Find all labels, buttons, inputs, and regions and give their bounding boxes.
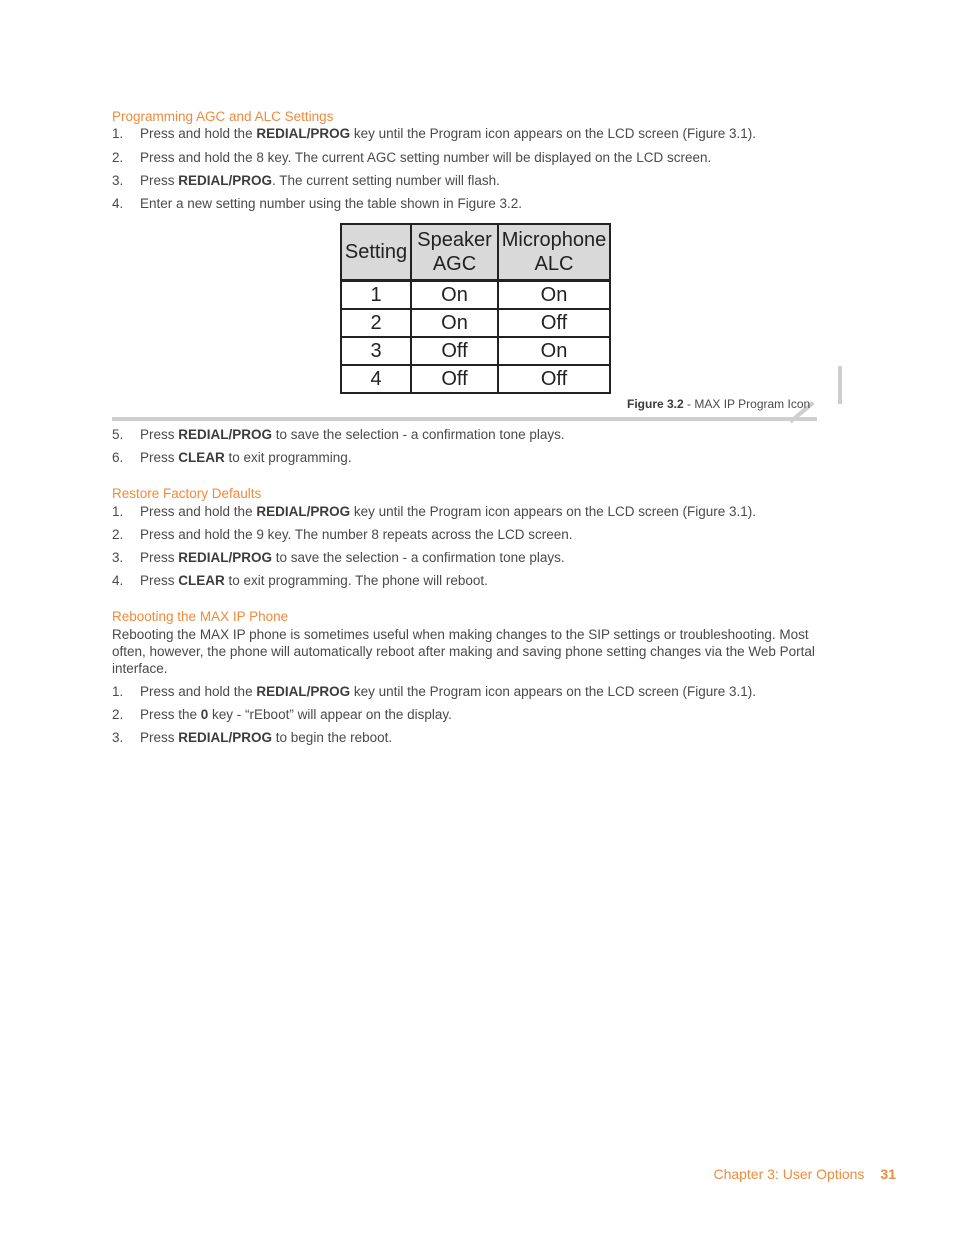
table-row [341, 337, 610, 365]
step-1: 1. Press and hold the REDIAL/PROG key until the Program icon appears on the LCD screen (Figure 3.1). [112, 684, 757, 699]
table-cell: On [411, 309, 498, 337]
step-3: 3. Press REDIAL/PROG to save the selection - a confirmation tone plays. [112, 550, 565, 565]
step-3: 3. Press REDIAL/PROG to begin the reboot. [112, 730, 393, 745]
section-heading-rebooting: Rebooting the MAX IP Phone [112, 609, 289, 624]
step-5: 5. Press REDIAL/PROG to save the selection - a confirmation tone plays. [112, 427, 565, 442]
figure-frame-divider [112, 417, 817, 421]
step-4: 4. Press CLEAR to exit programming. The phone will reboot. [112, 573, 488, 588]
step-2: 2. Press and hold the 8 key. The current AGC setting number will be displayed on the LCD screen. [112, 150, 712, 165]
step-6: 6. Press CLEAR to exit programming. [112, 450, 352, 465]
step-2: 2. Press and hold the 9 key. The number 8 repeats across the LCD screen. [112, 527, 573, 542]
table-cell: 4 [341, 365, 411, 393]
agc-alc-settings-table [340, 223, 611, 394]
table-cell: 1 [341, 281, 411, 310]
table-cell: Off [498, 309, 610, 337]
step-1: 1. Press and hold the REDIAL/PROG key until the Program icon appears on the LCD screen (Figure 3.1). [112, 504, 757, 519]
chapter-label: Chapter 3: User Options [713, 1166, 865, 1182]
table-cell: 3 [341, 337, 411, 365]
step-3: 3. Press REDIAL/PROG. The current setting number will flash. [112, 173, 500, 188]
section-heading-agc-alc: Programming AGC and ALC Settings [112, 109, 334, 124]
table-cell: Off [411, 337, 498, 365]
table-header-row [341, 224, 610, 281]
table-header-cell: Setting [341, 224, 411, 281]
table-row [341, 365, 610, 393]
table-cell: On [411, 281, 498, 310]
table-header-cell: Speaker AGC [411, 224, 498, 281]
table-header-cell: Microphone ALC [498, 224, 610, 281]
step-4: 4. Enter a new setting number using the table shown in Figure 3.2. [112, 196, 522, 211]
table-cell: Off [498, 365, 610, 393]
figure-caption: Figure 3.2 - MAX IP Program Icon [627, 397, 811, 411]
table-cell: Off [411, 365, 498, 393]
table-cell: 2 [341, 309, 411, 337]
step-1: 1. Press and hold the REDIAL/PROG key until the Program icon appears on the LCD screen (Figure 3.1). [112, 126, 757, 141]
page-number: 31 [880, 1166, 896, 1182]
table-cell: On [498, 337, 610, 365]
table-row [341, 309, 610, 337]
table-row [341, 281, 610, 310]
section-heading-restore-defaults: Restore Factory Defaults [112, 486, 262, 501]
rebooting-intro: Rebooting the MAX IP phone is sometimes useful when making changes to the SIP settings or troubleshooting. Most often, however, the phone will automatically reboot after making and saving phone setting changes via the Web Portal interface. [112, 627, 815, 676]
step-2: 2. Press the 0 key - “rEboot” will appear on the display. [112, 707, 452, 722]
figure-frame-vertical [838, 366, 842, 404]
page-footer [713, 1166, 896, 1182]
table-cell: On [498, 281, 610, 310]
